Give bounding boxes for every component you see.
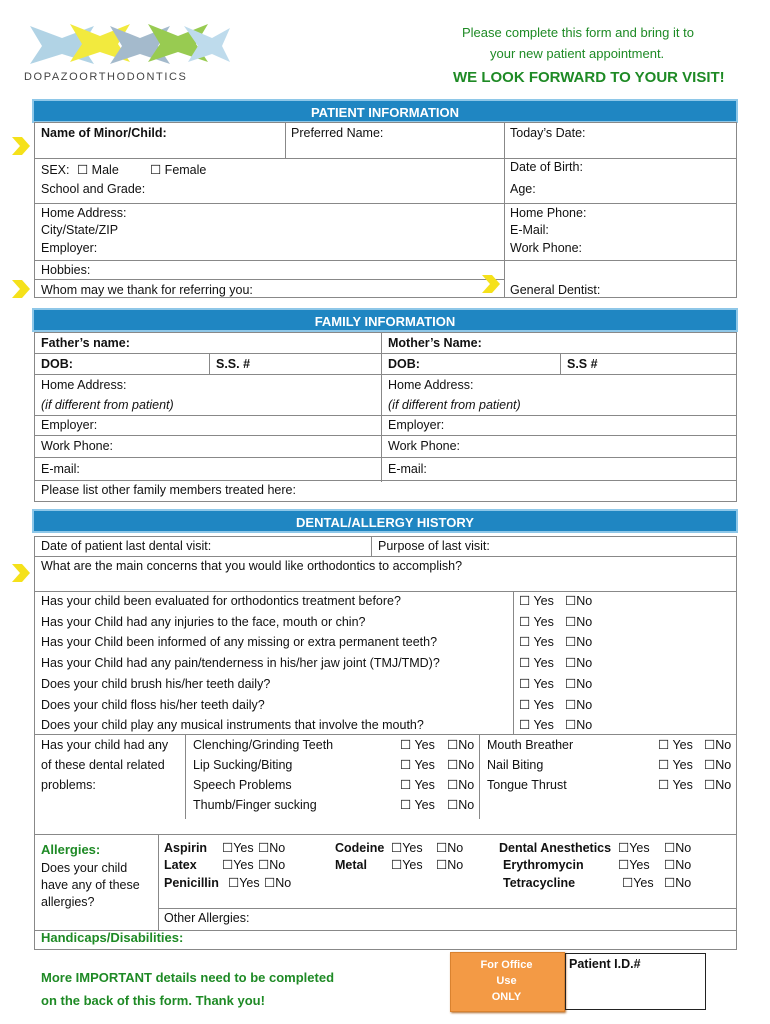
question-text: Does your child floss his/her teeth daily? — [41, 697, 265, 712]
sex-label: SEX: — [41, 163, 70, 177]
yes-checkbox[interactable]: ☐ Yes — [658, 778, 693, 792]
sex-male-checkbox[interactable]: ☐ Male — [77, 163, 119, 177]
no-checkbox[interactable]: ☐No — [447, 758, 475, 772]
question-text: Has your Child had any injuries to the face, mouth or chin? — [41, 614, 366, 629]
mother-name-label: Mother’s Name: — [388, 336, 482, 350]
other-allergies-label: Other Allergies: — [164, 911, 250, 925]
related-label-2: of these dental related — [41, 758, 165, 772]
allergy-label: Codeine — [335, 841, 385, 855]
no-checkbox[interactable]: ☐No — [447, 738, 475, 752]
no-checkbox[interactable]: ☐No — [565, 594, 593, 608]
no-checkbox[interactable]: ☐No — [565, 718, 593, 733]
logo-shapes — [22, 18, 237, 70]
referral-label: Whom may we thank for referring you: — [41, 283, 253, 297]
work-phone-label: Work Phone: — [510, 241, 583, 255]
todays-date-label: Today’s Date: — [510, 126, 586, 140]
no-checkbox[interactable]: ☐No — [565, 635, 593, 650]
allergy-label: Latex — [164, 858, 197, 872]
mother-address-label: Home Address: — [388, 378, 474, 392]
question-text: Does your child brush his/her teeth daily? — [41, 676, 271, 691]
yes-checkbox[interactable]: ☐Yes — [228, 876, 260, 890]
allergies-question-2: have any of these — [41, 878, 140, 892]
no-checkbox[interactable]: ☐No — [447, 778, 475, 792]
yes-checkbox[interactable]: ☐ Yes — [400, 738, 435, 752]
office-use-line-1: For Office — [480, 959, 533, 971]
mother-employer-label: Employer: — [388, 418, 445, 432]
father-work-phone-label: Work Phone: — [41, 439, 114, 453]
last-visit-label: Date of patient last dental visit: — [41, 539, 212, 553]
no-checkbox[interactable]: ☐No — [436, 841, 464, 855]
allergy-label: Aspirin — [164, 841, 208, 855]
yes-checkbox[interactable]: ☐Yes — [391, 858, 423, 872]
city-label: City/State/ZIP — [41, 223, 119, 237]
home-phone-label: Home Phone: — [510, 206, 587, 220]
other-members-label: Please list other family members treated here: — [41, 483, 296, 497]
problem-label: Tongue Thrust — [487, 778, 567, 792]
family-section-header: FAMILY INFORMATION — [32, 308, 738, 332]
mother-dob-label: DOB: — [388, 357, 420, 371]
purpose-label: Purpose of last visit: — [378, 539, 490, 553]
yes-checkbox[interactable]: ☐ Yes — [519, 635, 554, 650]
preferred-name-label: Preferred Name: — [291, 126, 384, 140]
mother-email-label: E-mail: — [388, 462, 427, 476]
yes-checkbox[interactable]: ☐Yes — [618, 841, 650, 855]
problem-label: Mouth Breather — [487, 738, 574, 752]
sex-female-checkbox[interactable]: ☐ Female — [150, 163, 207, 177]
father-name-label: Father’s name: — [41, 336, 130, 350]
handicaps-label: Handicaps/Disabilities: — [41, 930, 184, 945]
mother-work-phone-label: Work Phone: — [388, 439, 461, 453]
allergy-label: Metal — [335, 858, 367, 872]
yes-checkbox[interactable]: ☐ Yes — [519, 697, 554, 712]
problem-label: Nail Biting — [487, 758, 544, 772]
no-checkbox[interactable]: ☐No — [436, 858, 464, 872]
back-note-line-2: on the back of this form. Thank you! — [41, 993, 265, 1008]
allergy-label: Erythromycin — [503, 858, 584, 872]
no-checkbox[interactable]: ☐No — [565, 676, 593, 691]
related-label-1: Has your child had any — [41, 738, 169, 752]
home-address-label: Home Address: — [41, 206, 127, 220]
hobbies-label: Hobbies: — [41, 263, 91, 277]
patient-section — [34, 122, 737, 298]
no-checkbox[interactable]: ☐No — [565, 697, 593, 712]
allergy-label: Tetracycline — [503, 876, 576, 890]
no-checkbox[interactable]: ☐No — [565, 614, 593, 629]
question-text: Has your Child been informed of any missing or extra permanent teeth? — [41, 635, 438, 650]
name-minor-label: Name of Minor/Child: — [41, 126, 167, 140]
arrow-icon — [10, 278, 32, 300]
yes-checkbox[interactable]: ☐Yes — [618, 858, 650, 872]
intro-line-2: your new patient appointment. — [490, 46, 665, 61]
arrow-icon — [480, 273, 502, 295]
question-text: Has your Child had any pain/tenderness in his/her jaw joint (TMJ/TMD)? — [41, 656, 440, 671]
no-checkbox[interactable]: ☐No — [704, 758, 732, 772]
arrow-icon — [10, 562, 32, 584]
no-checkbox[interactable]: ☐No — [704, 778, 732, 792]
allergies-title: Allergies: — [41, 842, 101, 857]
father-address-label: Home Address: — [41, 378, 127, 392]
dob-label: Date of Birth: — [510, 160, 583, 174]
back-note-line-1: More IMPORTANT details need to be completed — [41, 970, 335, 985]
general-dentist-label: General Dentist: — [510, 283, 601, 297]
employer-label: Employer: — [41, 241, 98, 255]
no-checkbox[interactable]: ☐No — [258, 841, 286, 855]
brand-name: DOPAZOORTHODONTICS — [24, 71, 188, 83]
family-section — [34, 332, 737, 502]
question-text: Does your child play any musical instruments that involve the mouth? — [41, 718, 424, 733]
father-ss-label: S.S. # — [216, 357, 251, 371]
yes-checkbox[interactable]: ☐ Yes — [519, 718, 554, 733]
yes-checkbox[interactable]: ☐Yes — [622, 876, 654, 890]
tagline: WE LOOK FORWARD TO YOUR VISIT! — [453, 69, 725, 86]
email-label: E-Mail: — [510, 223, 549, 237]
patient-id-label: Patient I.D.# — [569, 957, 641, 971]
mother-address-note: (if different from patient) — [388, 398, 521, 412]
concerns-label: What are the main concerns that you would like orthodontics to accomplish? — [41, 559, 463, 573]
dental-section-header: DENTAL/ALLERGY HISTORY — [32, 509, 738, 533]
problem-label: Thumb/Finger sucking — [193, 798, 317, 812]
yes-checkbox[interactable]: ☐Yes — [391, 841, 423, 855]
father-employer-label: Employer: — [41, 418, 98, 432]
yes-checkbox[interactable]: ☐ Yes — [519, 656, 554, 671]
father-dob-label: DOB: — [41, 357, 73, 371]
no-checkbox[interactable]: ☐No — [264, 876, 292, 890]
no-checkbox[interactable]: ☐No — [565, 656, 593, 671]
no-checkbox[interactable]: ☐No — [447, 798, 475, 812]
yes-checkbox[interactable]: ☐ Yes — [658, 758, 693, 772]
intro-line-1: Please complete this form and bring it to — [462, 25, 694, 40]
no-checkbox[interactable]: ☐No — [704, 738, 732, 752]
problem-label: Clenching/Grinding Teeth — [193, 738, 334, 752]
no-checkbox[interactable]: ☐No — [664, 841, 692, 855]
yes-checkbox[interactable]: ☐ Yes — [400, 798, 435, 812]
yes-checkbox[interactable]: ☐ Yes — [519, 594, 554, 608]
father-email-label: E-mail: — [41, 462, 80, 476]
allergy-label: Dental Anesthetics — [499, 841, 612, 855]
no-checkbox[interactable]: ☐No — [258, 858, 286, 872]
yes-checkbox[interactable]: ☐ Yes — [519, 614, 554, 629]
patient-section-header: PATIENT INFORMATION — [32, 99, 738, 123]
problem-label: Lip Sucking/Biting — [193, 758, 293, 772]
father-address-note: (if different from patient) — [41, 398, 174, 412]
age-label: Age: — [510, 182, 536, 196]
allergies-question-3: allergies? — [41, 895, 95, 909]
yes-checkbox[interactable]: ☐Yes — [222, 858, 254, 872]
related-label-3: problems: — [41, 778, 96, 792]
yes-checkbox[interactable]: ☐ Yes — [658, 738, 693, 752]
office-use-line-2: Use — [496, 975, 517, 987]
yes-checkbox[interactable]: ☐Yes — [222, 841, 254, 855]
logo — [22, 18, 237, 88]
no-checkbox[interactable]: ☐No — [664, 876, 692, 890]
problem-label: Speech Problems — [193, 778, 292, 792]
mother-ss-label: S.S # — [567, 357, 598, 371]
school-label: School and Grade: — [41, 182, 146, 196]
yes-checkbox[interactable]: ☐ Yes — [400, 758, 435, 772]
yes-checkbox[interactable]: ☐ Yes — [519, 676, 554, 691]
allergy-label: Penicillin — [164, 876, 219, 890]
arrow-icon — [10, 135, 32, 157]
no-checkbox[interactable]: ☐No — [664, 858, 692, 872]
office-use-line-3: ONLY — [491, 991, 522, 1003]
question-text: Has your child been evaluated for orthodontics treatment before? — [41, 594, 401, 608]
yes-checkbox[interactable]: ☐ Yes — [400, 778, 435, 792]
allergies-question-1: Does your child — [41, 861, 128, 875]
